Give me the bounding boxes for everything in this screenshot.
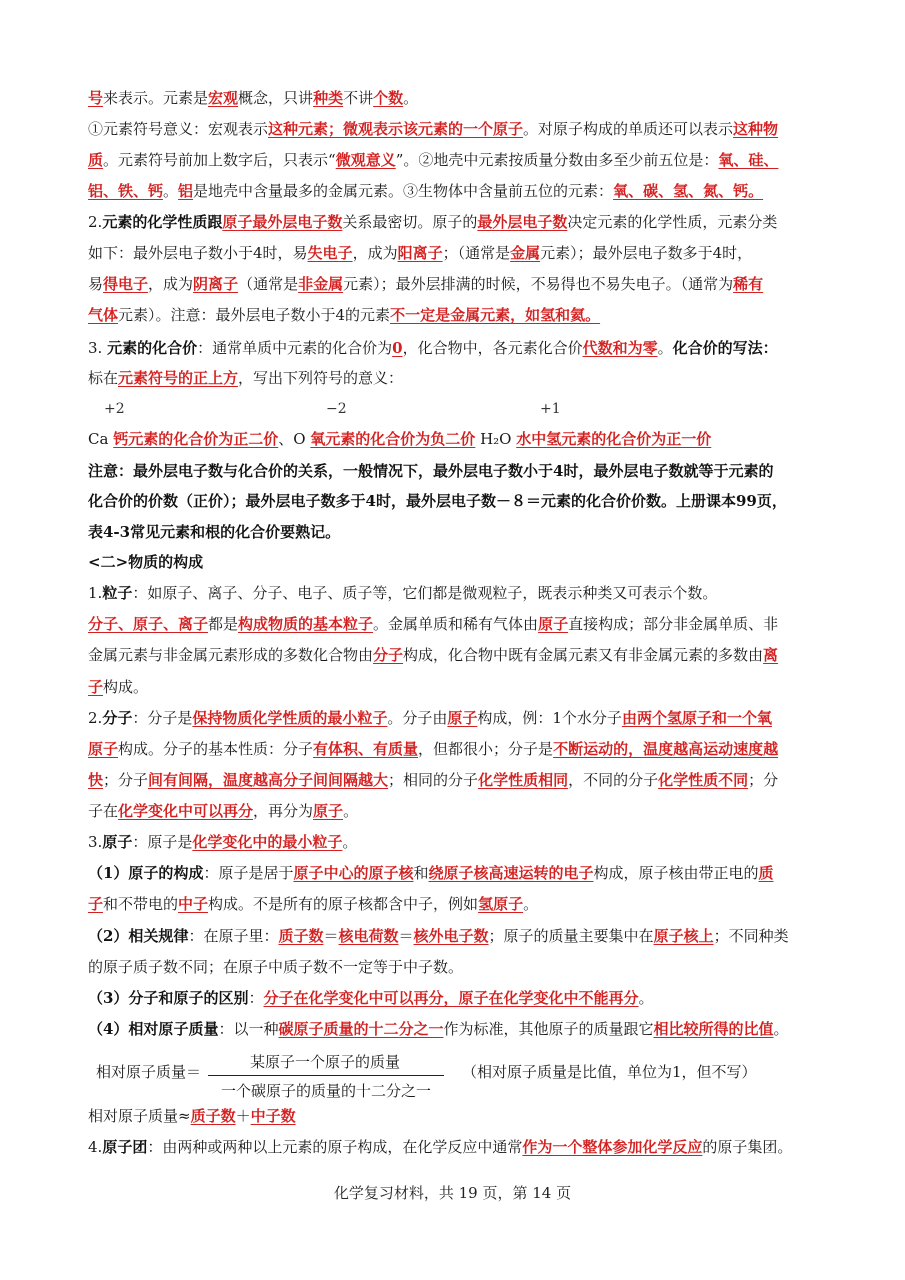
body-text: 的原子质子数不同；在原子中质子数不一定等于中子数。 xyxy=(88,958,464,976)
answer-text: 原子最外层电子数 xyxy=(222,213,343,231)
body-text: ：以一种 xyxy=(218,1020,279,1038)
body-text: ；（通常是 xyxy=(442,244,511,262)
bold-text: 表4-3常见元素和根的化合价要熟记。 xyxy=(88,523,341,541)
text-line xyxy=(88,739,835,759)
bold-text: <二>物质的构成 xyxy=(88,553,204,571)
body-text: ，再分为 xyxy=(253,802,314,820)
answer-text: 非金属 xyxy=(298,275,344,293)
body-text: ；分 xyxy=(748,771,779,789)
text-line xyxy=(88,957,835,977)
answer-text: 个数 xyxy=(373,89,404,107)
body-text: 。 xyxy=(343,802,359,820)
body-text: 不讲 xyxy=(343,89,374,107)
body-text: ①元素符号意义：宏观表示 xyxy=(88,120,269,138)
answer-text: 质子数 xyxy=(278,927,324,945)
answer-text: 原子中心的原子核 xyxy=(293,864,414,882)
body-text: 。 xyxy=(638,989,654,1007)
answer-text: 金属 xyxy=(510,244,541,262)
body-text: 元素）；最外层排满的时候，不易得也不易失电子。（通常为 xyxy=(343,275,734,293)
answer-text: 由两个氢原子和一个氧 xyxy=(621,709,772,727)
body-text: ： xyxy=(248,989,264,1007)
body-text: 概念，只讲 xyxy=(238,89,314,107)
body-text: ：在原子里： xyxy=(188,927,279,945)
bold-text: 原子 xyxy=(102,833,133,851)
text-line xyxy=(88,461,835,481)
answer-text: 阴离子 xyxy=(193,275,239,293)
text-line xyxy=(88,212,835,232)
text-line xyxy=(88,926,835,946)
answer-text: 氢原子 xyxy=(478,895,524,913)
body-text: ”。②地壳中元素按质量分数由多至少前五位是： xyxy=(395,151,719,169)
body-text: ；分子 xyxy=(103,771,149,789)
body-text: 都是 xyxy=(208,615,239,633)
answer-text: 这种元素；微观表示该元素的一个原子 xyxy=(268,120,524,138)
answer-text: 中子数 xyxy=(250,1107,296,1125)
body-text: ＝ xyxy=(323,927,339,945)
body-text: 构成，原子核由带正电的 xyxy=(593,864,759,882)
formula-denominator: 一个碳原子的质量的十二分之一 xyxy=(220,1082,431,1100)
valence-h: +1 xyxy=(540,401,561,417)
text-line xyxy=(88,645,835,665)
answer-text: 氧元素的化合价为负二价 xyxy=(310,430,476,448)
body-text: ，成为 xyxy=(148,275,194,293)
answer-text: 绕原子核高速运转的电子 xyxy=(428,864,594,882)
answer-text: 离 xyxy=(763,646,779,664)
answer-text: 间有间隔，温度越高分子间间隔越大 xyxy=(148,771,389,789)
body-text: 、O xyxy=(278,430,311,448)
answer-text: 化学变化中的最小粒子 xyxy=(192,833,343,851)
body-text: 1. xyxy=(88,584,103,602)
answer-text: 化学变化中可以再分 xyxy=(118,802,254,820)
text-line xyxy=(88,988,835,1008)
answer-text: 宏观 xyxy=(208,89,239,107)
answer-text: 质 xyxy=(758,864,774,882)
answer-text: 原子核上 xyxy=(653,927,714,945)
answer-text: 铝、铁、钙 xyxy=(88,182,164,200)
body-text: ：由两种或两种以上元素的原子构成，在化学反应中通常 xyxy=(147,1138,523,1156)
body-text: 子在 xyxy=(88,802,119,820)
body-text: 3. xyxy=(88,339,108,357)
text-line xyxy=(88,150,835,170)
body-text: 构成，化合物中既有金属元素又有非金属元素的多数由 xyxy=(403,646,764,664)
body-text: 。 xyxy=(523,895,539,913)
body-text: 2. xyxy=(88,213,103,231)
text-line xyxy=(88,491,835,511)
body-text: 构成。分子的基本性质：分子 xyxy=(118,740,314,758)
body-text: 来表示。元素是 xyxy=(103,89,209,107)
valence-ca: +2 xyxy=(104,401,125,417)
answer-text: 子 xyxy=(88,895,104,913)
bold-text: 粒子 xyxy=(102,584,133,602)
text-line xyxy=(88,583,835,603)
bold-text: 元素的化合价 xyxy=(107,339,198,357)
answer-text: 水中氢元素的化合价为正一价 xyxy=(516,430,712,448)
body-text: 。 xyxy=(342,833,358,851)
body-text: 构成，例：1个水分子 xyxy=(477,709,622,727)
answer-text: 保持物质化学性质的最小粒子 xyxy=(192,709,388,727)
body-text: 。 xyxy=(403,89,419,107)
body-text: 2. xyxy=(88,709,103,727)
body-text: ：如原子、离子、分子、电子、质子等，它们都是微观粒子，既表示种类又可表示个数。 xyxy=(132,584,718,602)
body-text: 。元素符号前加上数字后，只表示“ xyxy=(103,151,336,169)
answer-text: 质 xyxy=(88,151,104,169)
answer-text: 原子 xyxy=(88,740,119,758)
body-text: ＝ xyxy=(398,927,414,945)
text-line xyxy=(88,338,835,358)
body-text: 。 xyxy=(773,1020,789,1038)
text-line xyxy=(88,832,835,852)
body-text: 元素）；最外层电子数多于4时， xyxy=(540,244,753,262)
formula-label: 相对原子质量＝ xyxy=(96,1063,202,1081)
body-text: ，成为 xyxy=(352,244,398,262)
body-text: 。对原子构成的单质还可以表示 xyxy=(523,120,734,138)
body-text: 易 xyxy=(88,275,104,293)
text-line xyxy=(88,119,835,139)
answer-text: 阳离子 xyxy=(397,244,443,262)
body-text: 标在 xyxy=(88,369,119,387)
body-text: 相对原子质量≈ xyxy=(88,1107,191,1125)
text-line xyxy=(88,243,835,263)
body-text: （通常是 xyxy=(238,275,299,293)
bold-text: 元素的化学性质跟 xyxy=(102,213,223,231)
body-text: 关系最密切。原子的 xyxy=(342,213,478,231)
text-line xyxy=(88,305,835,325)
text-line xyxy=(88,368,835,388)
answer-text: 中子 xyxy=(178,895,209,913)
text-line xyxy=(88,708,835,728)
text-line xyxy=(88,1019,835,1039)
body-text: 。 xyxy=(657,339,673,357)
text-line xyxy=(88,770,835,790)
formula-note: （相对原子质量是比值，单位为1，但不写） xyxy=(462,1063,757,1081)
answer-text: 元素符号的正上方 xyxy=(118,369,239,387)
answer-text: 钙元素的化合价为正二价 xyxy=(113,430,279,448)
body-text: ；相同的分子 xyxy=(388,771,479,789)
body-text: ：原子是居于 xyxy=(203,864,294,882)
answer-text: 碳原子质量的十二分之一 xyxy=(278,1020,444,1038)
answer-text: 原子 xyxy=(447,709,478,727)
body-text: 的原子集团。 xyxy=(702,1138,793,1156)
body-text: 4. xyxy=(88,1138,103,1156)
answer-text: 化学性质不同 xyxy=(658,771,749,789)
body-text: ：通常单质中元素的化合价为 xyxy=(197,339,393,357)
answer-text: 质子数 xyxy=(190,1107,236,1125)
answer-text: 作为一个整体参加化学反应 xyxy=(522,1138,703,1156)
body-text: 作为标准，其他原子的质量跟它 xyxy=(443,1020,654,1038)
body-text: ，写出下列符号的意义： xyxy=(238,369,404,387)
body-text: ＋ xyxy=(235,1107,251,1125)
answer-text: 不断运动的，温度越高运动速度越 xyxy=(553,740,779,758)
text-line xyxy=(88,274,835,294)
valence-o: −2 xyxy=(326,401,347,417)
bold-text: 原子团 xyxy=(102,1138,148,1156)
body-text: Ca xyxy=(88,430,114,448)
body-text: 。 xyxy=(163,182,179,200)
answer-text: 相比较所得的比值 xyxy=(653,1020,774,1038)
answer-text: 代数和为零 xyxy=(582,339,658,357)
fraction-bar xyxy=(208,1075,444,1076)
text-line xyxy=(88,522,835,542)
page-footer: 化学复习材料，共 19 页，第 14 页 xyxy=(333,1184,572,1202)
body-text: 3. xyxy=(88,833,103,851)
answer-text: 子 xyxy=(88,678,104,696)
body-text: ；原子的质量主要集中在 xyxy=(488,927,654,945)
text-line xyxy=(88,1137,835,1157)
text-line xyxy=(88,181,835,201)
bold-text: 化合价的写法： xyxy=(672,339,778,357)
body-text: 和 xyxy=(413,864,429,882)
answer-text: 最外层电子数 xyxy=(477,213,568,231)
text-line xyxy=(88,677,835,697)
bold-text: （2）相关规律 xyxy=(88,927,189,945)
text-line xyxy=(88,614,835,634)
body-text: 元素）。注意：最外层电子数小于4的元素 xyxy=(118,306,391,324)
body-text: ，不同的分子 xyxy=(568,771,659,789)
answer-text: 有体积、有质量 xyxy=(313,740,419,758)
body-text: 直接构成；部分非金属单质、非 xyxy=(568,615,779,633)
body-text: ，但都很小；分子是 xyxy=(418,740,554,758)
body-text: ；不同种类 xyxy=(713,927,789,945)
body-text: ，化合物中，各元素化合价 xyxy=(402,339,583,357)
answer-text: 原子 xyxy=(313,802,344,820)
answer-text: 这种物 xyxy=(733,120,779,138)
body-text: 金属元素与非金属元素形成的多数化合物由 xyxy=(88,646,374,664)
answer-text: 不一定是金属元素，如氢和氦。 xyxy=(390,306,601,324)
answer-text: 分子 xyxy=(373,646,404,664)
answer-text: 种类 xyxy=(313,89,344,107)
body-text: 构成。 xyxy=(103,678,149,696)
answer-text: 快 xyxy=(88,771,104,789)
bold-text: 化合价的价数（正价）；最外层电子数多于4时，最外层电子数－８＝元素的化合价价数。上册课本99页， xyxy=(88,492,787,510)
answer-text: 微观意义 xyxy=(335,151,396,169)
body-text: 是地壳中含量最多的金属元素。③生物体中含量前五位的元素： xyxy=(193,182,614,200)
answer-text: 核电荷数 xyxy=(338,927,399,945)
body-text: 构成。不是所有的原子核都含中子，例如 xyxy=(208,895,479,913)
body-text: 决定元素的化学性质，元素分类 xyxy=(567,213,778,231)
answer-text: 0 xyxy=(392,339,403,357)
bold-text: （4）相对原子质量 xyxy=(88,1020,219,1038)
text-line xyxy=(88,894,835,914)
text-line xyxy=(88,429,835,449)
bold-text: （3）分子和原子的区别 xyxy=(88,989,249,1007)
text-line xyxy=(88,88,835,108)
bold-text: 分子 xyxy=(102,709,133,727)
body-text: 。分子由 xyxy=(387,709,448,727)
body-text: ：分子是 xyxy=(132,709,193,727)
answer-text: 氧、碳、氢、氮、钙。 xyxy=(613,182,764,200)
text-line xyxy=(88,1106,835,1126)
answer-text: 构成物质的基本粒子 xyxy=(238,615,374,633)
answer-text: 铝 xyxy=(178,182,194,200)
answer-text: 号 xyxy=(88,89,104,107)
body-text: ：原子是 xyxy=(132,833,193,851)
answer-text: 氧、硅、 xyxy=(718,151,779,169)
body-text: 和不带电的 xyxy=(103,895,179,913)
answer-text: 气体 xyxy=(88,306,119,324)
bold-text: 注意：最外层电子数与化合价的关系，一般情况下，最外层电子数小于4时，最外层电子数就等于元素的 xyxy=(88,462,774,480)
bold-text: （1）原子的构成 xyxy=(88,864,204,882)
answer-text: 化学性质相同 xyxy=(478,771,569,789)
text-line xyxy=(88,863,835,883)
answer-text: 核外电子数 xyxy=(413,927,489,945)
body-text: 如下：最外层电子数小于4时，易 xyxy=(88,244,308,262)
answer-text: 得电子 xyxy=(103,275,149,293)
text-line xyxy=(88,552,835,572)
answer-text: 稀有 xyxy=(733,275,764,293)
text-line xyxy=(88,801,835,821)
body-text: H₂O xyxy=(475,430,517,448)
answer-text: 分子、原子、离子 xyxy=(88,615,209,633)
answer-text: 分子在化学变化中可以再分，原子在化学变化中不能再分 xyxy=(263,989,639,1007)
answer-text: 失电子 xyxy=(307,244,353,262)
formula-numerator: 某原子一个原子的质量 xyxy=(249,1053,400,1071)
answer-text: 原子 xyxy=(538,615,569,633)
body-text: 。金属单质和稀有气体由 xyxy=(373,615,539,633)
